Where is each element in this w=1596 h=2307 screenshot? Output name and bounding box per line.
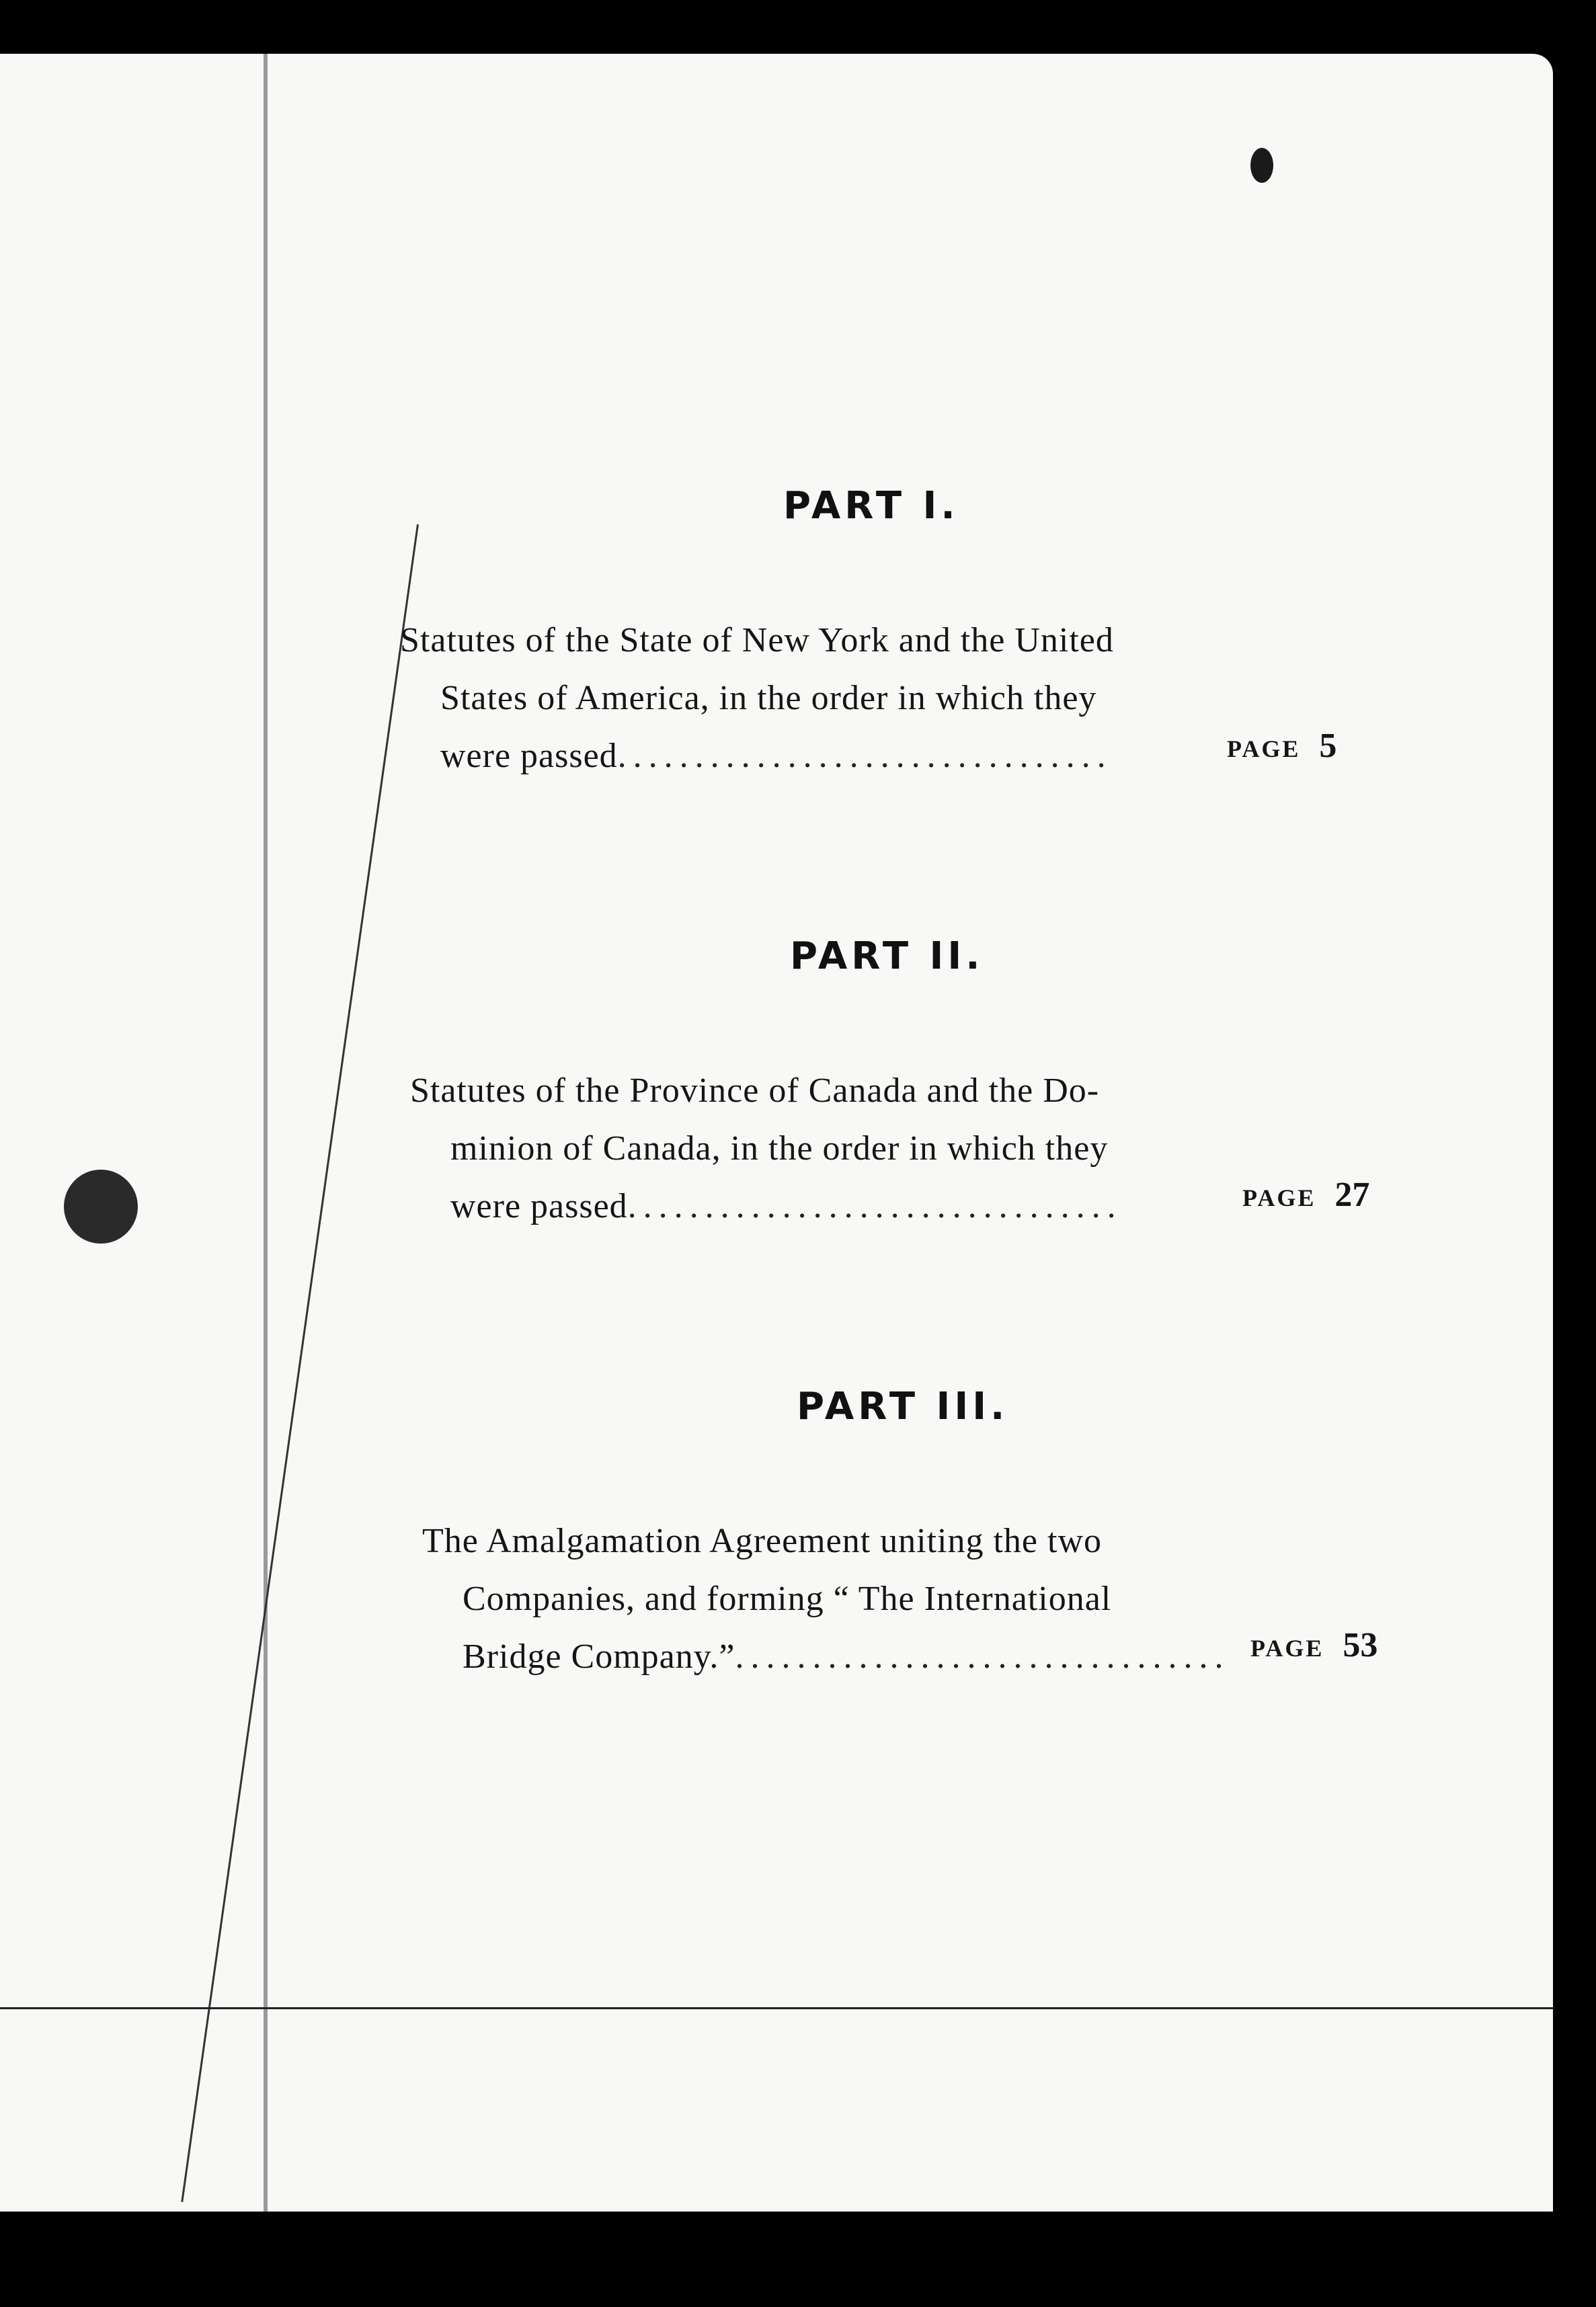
part-3-heading: PART III.	[797, 1385, 1009, 1428]
ink-spot	[1250, 148, 1273, 183]
part-2-line-3: were passed	[450, 1187, 628, 1225]
part-2-description	[410, 1062, 1123, 1236]
leader-dots: ................................	[617, 737, 1113, 775]
part-3-description	[422, 1512, 1230, 1686]
part-1-description	[400, 612, 1114, 785]
part-3-line-3: Bridge Company.”	[463, 1637, 735, 1676]
leader-dots: ................................	[627, 1187, 1123, 1225]
ink-blot	[64, 1170, 138, 1244]
pencil-line	[181, 524, 419, 2202]
part-1-line-1: Statutes of the State of New York and the United	[400, 621, 1114, 659]
part-2-page-reference	[1242, 1175, 1369, 1215]
page-number: 5	[1319, 727, 1337, 765]
part-3-line-1: The Amalgamation Agreement uniting the two	[422, 1522, 1103, 1560]
part-2-line-1: Statutes of the Province of Canada and the Do-	[410, 1071, 1100, 1110]
part-1-line-2: States of America, in the order in which they	[440, 679, 1097, 717]
page-label: PAGE	[1250, 1635, 1324, 1662]
part-1-page-reference	[1227, 726, 1336, 766]
page-number: 27	[1334, 1176, 1370, 1214]
binding-crease	[264, 54, 268, 2212]
part-1-heading: PART I.	[783, 484, 959, 528]
leader-dots: ................................	[735, 1637, 1230, 1676]
part-2-heading: PART II.	[790, 934, 984, 978]
scanned-page	[0, 54, 1553, 2212]
part-3-page-reference	[1250, 1625, 1378, 1665]
page-number: 53	[1343, 1626, 1378, 1664]
scan-fold-line	[0, 2007, 1553, 2009]
part-1-line-3: were passed	[440, 737, 618, 775]
page-label: PAGE	[1242, 1184, 1316, 1211]
part-2-line-2: minion of Canada, in the order in which they	[450, 1129, 1109, 1168]
part-3-line-2: Companies, and forming “ The International	[463, 1580, 1112, 1618]
page-label: PAGE	[1227, 735, 1301, 762]
